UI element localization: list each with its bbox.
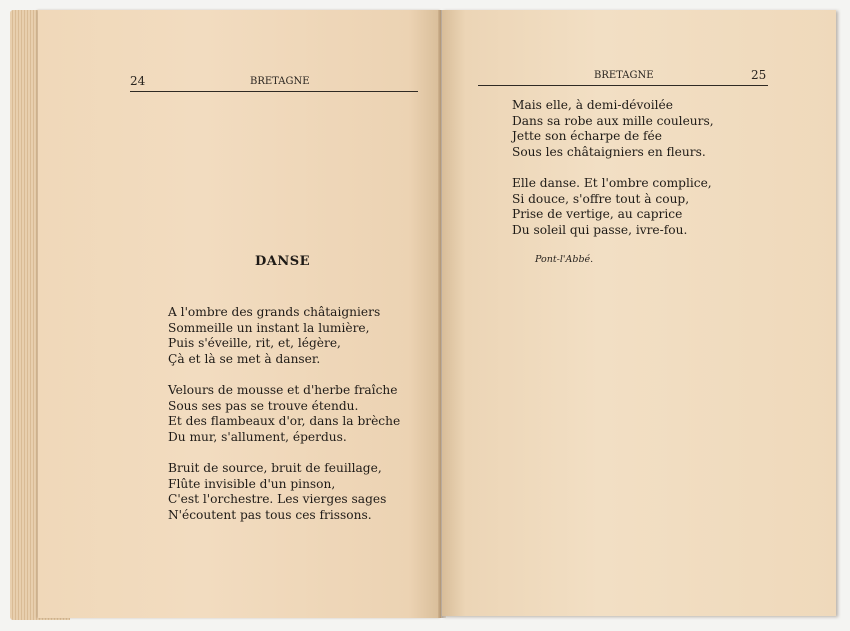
verse-line: Du mur, s'allument, éperdus. bbox=[168, 429, 347, 444]
verse-line: Puis s'éveille, rit, et, légère, bbox=[168, 336, 341, 351]
left-page bbox=[38, 10, 441, 618]
verse-line: C'est l'orchestre. Les vierges sages bbox=[168, 492, 387, 507]
verse-line: Si douce, s'offre tout à coup, bbox=[512, 191, 690, 206]
poem-title: DANSE bbox=[255, 254, 311, 269]
verse-line: Mais elle, à demi-dévoilée bbox=[512, 98, 673, 112]
verse-line: Elle danse. Et l'ombre complice, bbox=[512, 176, 712, 190]
right-running-head: BRETAGNE bbox=[594, 70, 654, 81]
right-stanza-2 bbox=[512, 176, 712, 238]
verse-line: Prise de vertige, au caprice bbox=[512, 207, 683, 222]
left-running-head: BRETAGNE bbox=[250, 76, 310, 87]
verse-line: Sommeille un instant la lumière, bbox=[168, 320, 370, 335]
left-stanza-1 bbox=[168, 305, 380, 367]
verse-line: Sous les châtaigniers en fleurs. bbox=[512, 144, 706, 159]
verse-line: Çà et là se met à danser. bbox=[168, 351, 321, 366]
verse-line: Et des flambeaux d'or, dans la brèche bbox=[168, 414, 401, 429]
left-stanza-3 bbox=[168, 461, 386, 523]
verse-line: Sous ses pas se trouve étendu. bbox=[168, 398, 359, 413]
verse-line: Jette son écharpe de fée bbox=[512, 129, 662, 144]
verse-line: Velours de mousse et d'herbe fraîche bbox=[168, 383, 398, 397]
place-signature: Pont-l'Abbé. bbox=[535, 254, 594, 265]
left-header-rule bbox=[130, 91, 418, 92]
right-header-rule bbox=[478, 85, 768, 86]
verse-line: Dans sa robe aux mille couleurs, bbox=[512, 113, 714, 128]
right-page-number: 25 bbox=[751, 68, 767, 82]
left-stanza-2 bbox=[168, 383, 400, 445]
left-page-number: 24 bbox=[130, 74, 146, 88]
verse-line: Du soleil qui passe, ivre-fou. bbox=[512, 222, 688, 237]
verse-line: Flûte invisible d'un pinson, bbox=[168, 476, 336, 491]
right-page bbox=[442, 10, 836, 616]
verse-line: N'écoutent pas tous ces frissons. bbox=[168, 507, 372, 522]
verse-line: Bruit de source, bruit de feuillage, bbox=[168, 461, 382, 475]
right-stanza-1 bbox=[512, 98, 714, 160]
verse-line: A l'ombre des grands châtaigniers bbox=[168, 305, 381, 319]
